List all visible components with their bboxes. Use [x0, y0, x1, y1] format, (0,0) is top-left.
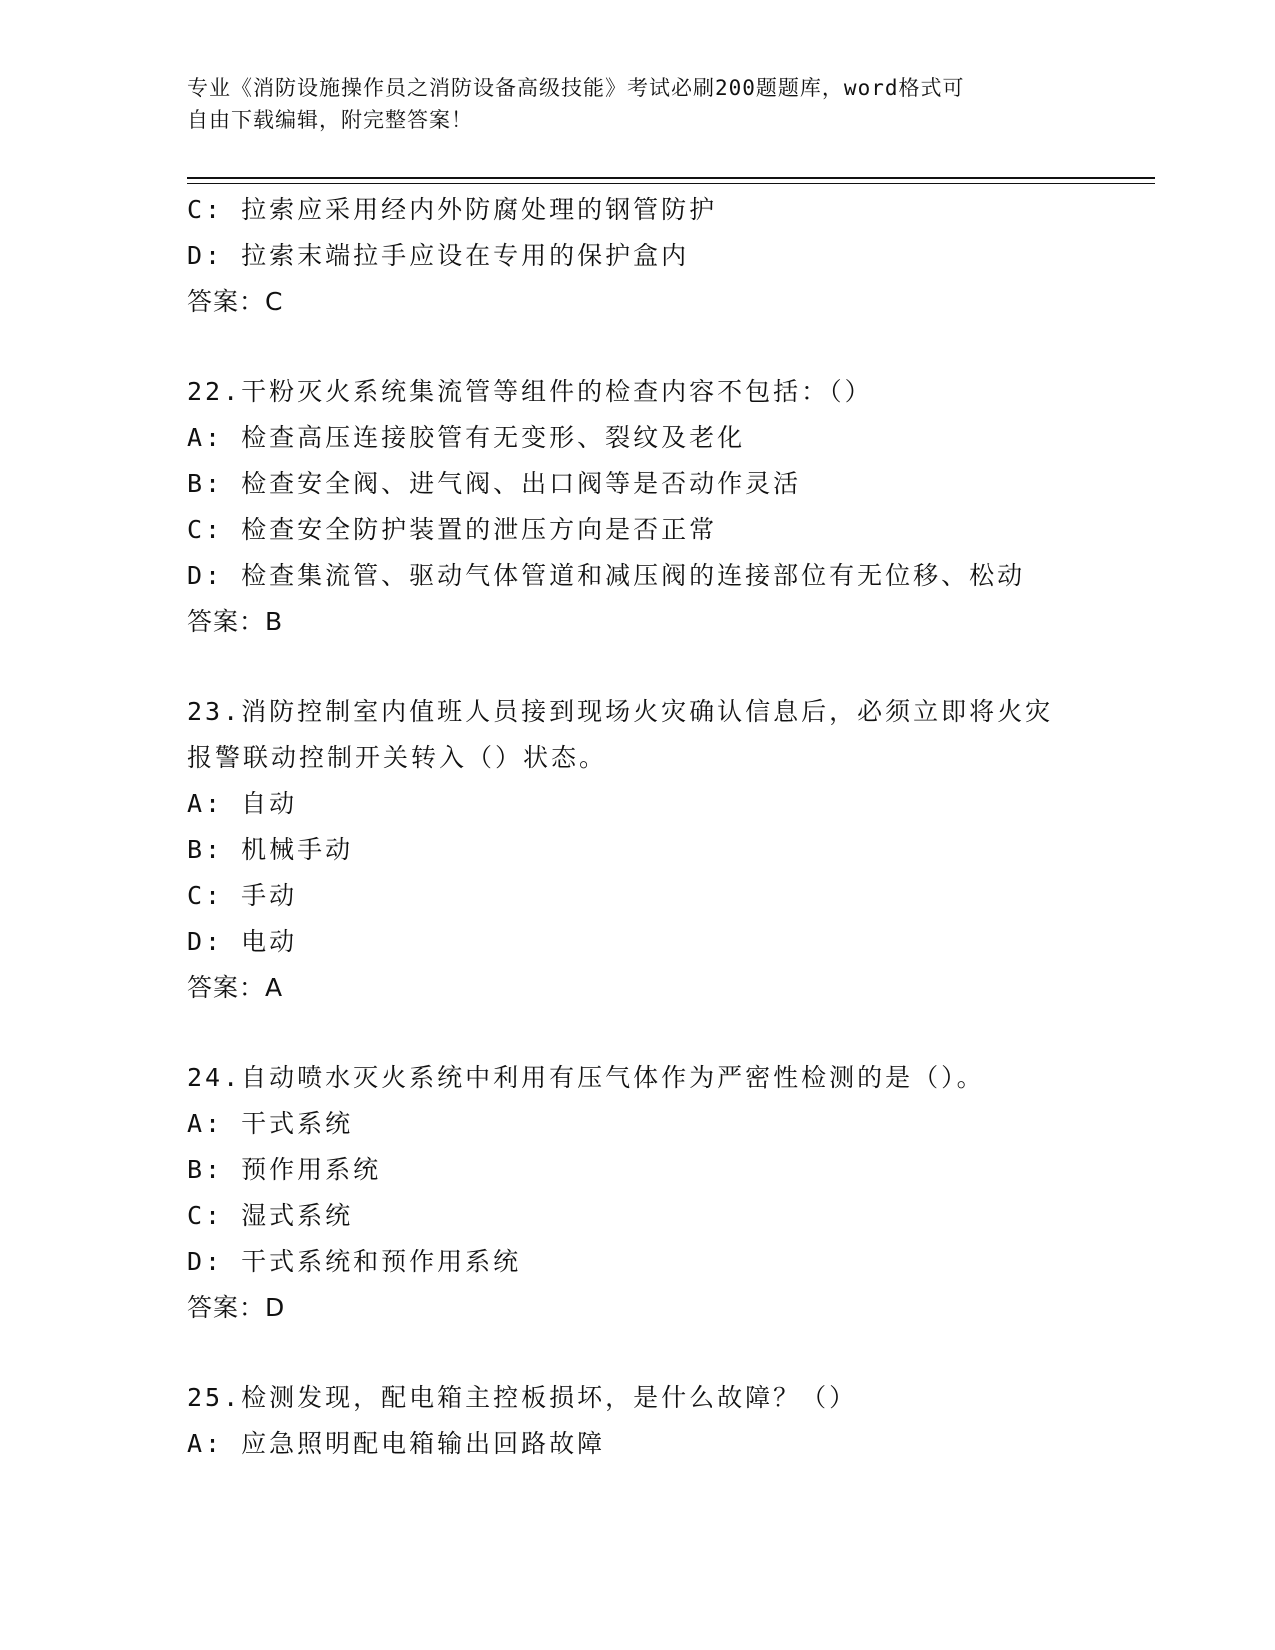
header-divider-thick	[187, 177, 1155, 179]
option-c: C: 拉索应采用经内外防腐处理的钢管防护	[187, 195, 718, 224]
option-d: D: 干式系统和预作用系统	[187, 1247, 522, 1276]
question-25	[187, 1375, 1167, 1467]
question-text: 24.自动喷水灭火系统中利用有压气体作为严密性检测的是（）。	[187, 1063, 985, 1092]
option-d: D: 拉索末端拉手应设在专用的保护盒内	[187, 241, 690, 270]
header-divider-thin	[187, 183, 1155, 184]
option-a: A: 干式系统	[187, 1109, 354, 1138]
option-a: A: 自动	[187, 789, 298, 818]
option-a: A: 应急照明配电箱输出回路故障	[187, 1429, 606, 1458]
answer-line: 答案：C	[187, 287, 284, 316]
option-d: D: 检查集流管、驱动气体管道和减压阀的连接部位有无位移、松动	[187, 561, 1026, 590]
option-c: C: 检查安全防护装置的泄压方向是否正常	[187, 515, 718, 544]
option-b: B: 机械手动	[187, 835, 354, 864]
question-23	[187, 689, 1167, 1011]
option-b: B: 检查安全阀、进气阀、出口阀等是否动作灵活	[187, 469, 802, 498]
answer-line: 答案：A	[187, 973, 284, 1002]
option-a: A: 检查高压连接胶管有无变形、裂纹及老化	[187, 423, 746, 452]
question-21-continuation	[187, 187, 1167, 325]
question-22	[187, 369, 1167, 645]
question-text: 25.检测发现，配电箱主控板损坏，是什么故障？（）	[187, 1383, 858, 1412]
question-text: 23.消防控制室内值班人员接到现场火灾确认信息后，必须立即将火灾报警联动控制开关转入（）状态。	[187, 697, 1054, 772]
header-line-1: 专业《消防设施操作员之消防设备高级技能》考试必刷200题题库，word格式可	[187, 76, 965, 100]
option-c: C: 湿式系统	[187, 1201, 354, 1230]
option-c: C: 手动	[187, 881, 298, 910]
answer-line: 答案：D	[187, 1293, 286, 1322]
document-header	[187, 72, 1087, 136]
option-d: D: 电动	[187, 927, 298, 956]
answer-line: 答案：B	[187, 607, 284, 636]
question-24	[187, 1055, 1167, 1331]
question-text: 22.干粉灭火系统集流管等组件的检查内容不包括：（）	[187, 377, 873, 406]
question-list	[187, 187, 1167, 1467]
option-b: B: 预作用系统	[187, 1155, 382, 1184]
header-line-2: 自由下载编辑，附完整答案！	[187, 108, 473, 132]
